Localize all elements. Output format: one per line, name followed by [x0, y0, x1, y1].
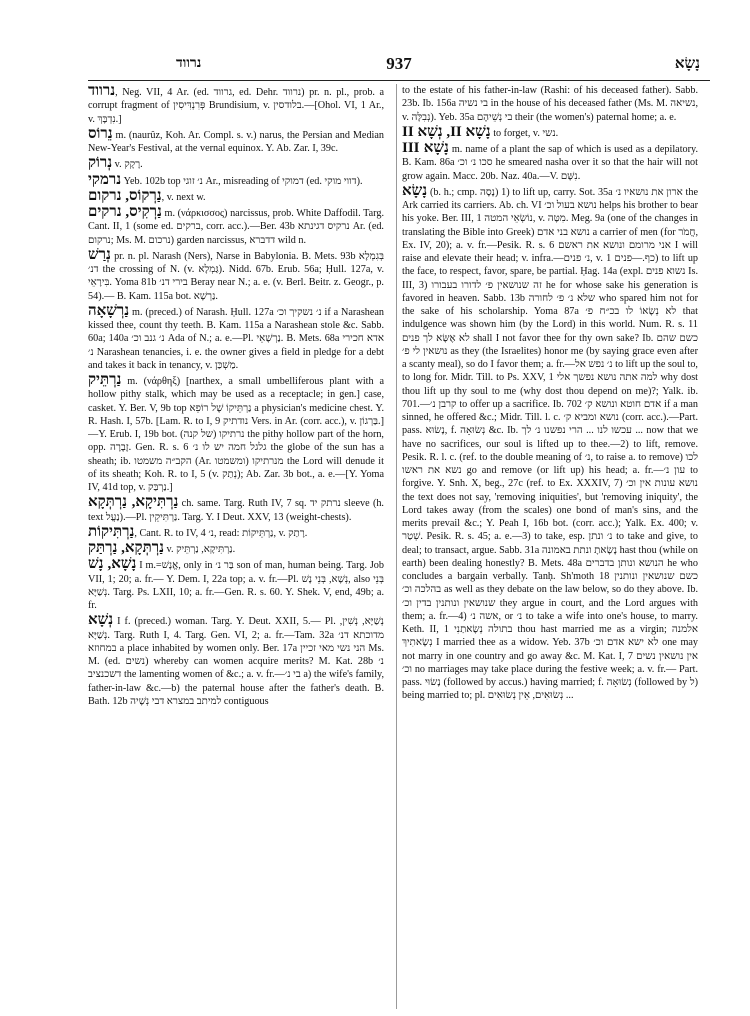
entry-headword: נַרְתִּיקָא, נַרְתְּקָא — [88, 494, 179, 511]
dictionary-entry — [88, 248, 384, 303]
left-column — [88, 84, 384, 1009]
entry-text: ch. same. Targ. Ruth IV, 7 sq. נרתק יד sleeve (h. text נַעֲל).—Pl. נַרְתִּיקֵין. Targ. Y. I Deut. XXV, 13 (weight-chests). — [88, 498, 384, 523]
entry-headword: נַרְקִיס, נרקים — [88, 204, 162, 220]
dictionary-entry — [88, 541, 384, 556]
entry-text: v. רָקָק. — [112, 159, 143, 171]
entry-text: m. name of a plant the sap of which is used as a depilatory. B. Kam. 86a סכו נ׳ וכ׳ he smeared nasha over it so that the hair will not grow again. Macc. 20b. Naz. 40a.—V. נִשָּׁם. — [402, 144, 698, 182]
entry-headword: נְרַשׁ — [88, 246, 111, 263]
running-head-left: נרווד — [176, 56, 202, 71]
entry-text: , Neg. VII, 4 Ar. (ed. גרווד, ed. Dehr. נרווד) pr. n. pl., prob. a corrupt fragment of פְּרִנְדִּיסִין Brundisium, v. בלודסין.—[Ohol. VI, 1 Ar., v. נִדְבָּךְ.] — [88, 87, 384, 125]
right-column — [402, 84, 698, 1009]
dictionary-entry — [88, 373, 384, 494]
entry-headword: נַרְשָׁאָה — [88, 302, 130, 319]
running-head — [88, 56, 710, 78]
entry-headword: נָשָׂא — [402, 182, 428, 199]
running-head-right: נָשָׂא — [674, 56, 700, 72]
entry-headword: נֵרוֹס — [88, 125, 113, 142]
dictionary-entry — [88, 557, 384, 612]
dictionary-entry — [88, 613, 384, 708]
entry-headword: נְשָׁא — [88, 612, 114, 629]
entry-text: I m.=אֱנָשׁ, only in בַּר נ׳ son of man, human being. Targ. Job VII, 1; 20; a. fr.— Y. Dem. I, 22a top; a. v. fr.—Pl. נְשָׁא, בְּנֵי נָשׁ, also בְּנֵי נְשַׁיָּא. Targ. Ps. LXII, 10; a. fr.—Gen. R. s. 60. Y. Shek. V, end, 49b; a. fr. — [88, 560, 384, 611]
dictionary-entry — [402, 141, 698, 183]
entry-headword: נרמקי — [88, 171, 122, 188]
dictionary-entry — [88, 173, 384, 188]
entry-text: to the estate of his father-in-law (Rashi: of his deceased father). Sabb. 23b. Ib. 156a בי נשיה in the house of his deceased father (Ms. M. נשיאה, v. נְבִלָּה). Yeb. 35a בי נְשֵׁיהֶם their (the women's) paternal home; a. e. — [402, 85, 698, 123]
entry-text: pr. n. pl. Narash (Ners), Narse in Babylonia. B. Mets. 93b בְּגִמְלָא דנ׳ the crossing of N. (v. גַּמְלָא). Nidd. 67b. Erub. 56a; Ḥull. 127a, v. בִּירָאֵי. Yoma 81b בירי דנ׳ Beray near N.; a. e. (v. Berl. Beitr. z. Geogr., p. 54).— B. Kam. 115a bot. נַרְשָׁא. — [88, 250, 384, 302]
entry-text: I f. (preced.) woman. Targ. Y. Deut. XXII, 5.— Pl. נְשַׁיָּא, נְשִׁין, נְשַׁיָּא. Targ. Ruth I, 4. Targ. Gen. VI, 2; a. fr.—Tam. 32a מדוכתא דנ׳ במחוזא a place inhabited by women only. Ber. 17a הני נשי מאי זכיין Ms. M. (ed. נשים) whereby can women acquire merits? M. Kat. 28b נ׳ דשכנציב the lamenting women of &c.; a. v. fr.—בי נ׳ a) the wife's family, father-in-law &c.—b) the paternal house after the father's death. B. Bath. 12b למיתב במצרא דבי נְשָׁיה contiguous — [88, 616, 384, 707]
entry-headword: נַרְקוֹס, נרקום — [88, 187, 162, 204]
page-number: 937 — [386, 54, 412, 73]
dictionary-entry — [88, 495, 384, 524]
dictionary-entry — [88, 304, 384, 372]
dictionary-entry — [88, 189, 384, 204]
entry-headword: נַרְתֵּיק — [88, 372, 122, 388]
dictionary-entry — [88, 205, 384, 247]
entry-headword: נָשָׁא II, נְשָׁא II — [402, 123, 491, 140]
dictionary-entry — [88, 127, 384, 156]
entry-text: (b. h.; cmp. נָסָה) 1) to lift up, carry. Sot. 35a ארון את נושאיו נ׳ the Ark carried its carriers. Ab. ch. VI נושא בעול וכ׳ helps his brother to bear his yoke. Ber. III, 1 נוֹשְׂאֵי המטה, v. מִטָּה. Meg. 9a (one of the changes in translating the Bible into Greek) נושא בני אדם a carrier of men (for חֲמֹר, Ex. IV, 20); a. v. fr.—Pesik. R. s. 6 אני מרומם ונושא את ראשם I will raise and elevate their head; v. infra.—נ׳ פנים, v. כף.—פנים 1) to lift up the face, to respect, favor, spare, be partial. Ḥag. 14a (expl. נשוא פנים Is. III, 3) זה שנושאין פ׳ לדורו בעבורו he for whose sake his generation is favored in heaven. Sabb. 13b שלא נ׳ פ׳ לחורה who spared him not for the sake of his scholarship. Yoma 87a לא נְשָׂאוֹ לו בכ״ח פ׳ that indulgence was shown him (by the Lord) in this world. Num. R. s. 11 לא אֶשָּׂא לך פנים shall I not favor thee for thy own sake? Ib. כשם שהם נושאין לי פ׳ as they (the Israelites) honor me (by saying grace even after a scanty meal), so do I favor them; a. fr.—נ׳ נפש אל to lift up the soul to, to long for. Midr. Till. to Ps. XXV, 1 למה אתה נושא נפשך אלי why dost thou lift up thy soul to me (why dost thou depend on me)?; Yalk. ib. 701.—קרבן נ׳ to offer up a sacrifice. Ib. 702 אדם חוטא ונושא ק׳ if a man sinned, he offered &c.; Midr. Till. l. c. נושא ומביא ק׳ (corr. acc.).—Part. pass. נָשׂוּא, f. נְשׂוּאָה &c. Ib. עכשו לנו ... הרי נפשנו נ׳ לך ... now that we have no sacrifices, our soul is lifted up to thee.—2) to lift, remove. Pesik. R. l. c. (ref. to the double meaning of נ׳, to raise a. to remove) לכו נשא את ראשו go and remove (or lift up) his head; a. fr.—עון נ׳ to forgive. Y. Snh. X, beg., 27c (ref. to Ex. XXXIV, 7) נושא עונות אין וכ׳ the text does not say, 'removing iniquities', but 'removing iniquity', the Lord takes away (from the scales) one bond of man's sins, and the merits prevail &c.; Y. Peah I, 16b bot. (corr. acc.); Yalk. Ex. 400; v. שְׁטַר. Pesik. R. s. 45; a. e.—3) to take, esp. נ׳ ונתן to take and give, to deal; to transact, argue. Sabb. 31a נָשָׂאתָ ונתת באמונה hast thou (while on earth) been dealing honestly? B. Mets. 48a הנושא ונותן בדברים he who concludes a bargain verbally. Tanḥ. Sh'moth 18 כשם שנושאין ונותנין בהלכה וכ׳ as well as they debate on the law below, so do they above. Ib. שנושאין ונותנין בדין וכ׳ they argue in court, and the Lord argues with them; a. fr.—4) אשה נ׳, or נ׳ to take a wife into one's house, to marry. Keth. II, 1 בתולה נְשָׂאתַנִי thou hast married me as a virgin; אלמנה נְשָׂאתִיךְ I married thee as a widow. Yeb. 37b לא ישא אדם וכ׳ one may not marry in one country and go away &c. M. Kat. I, 7 אין נושאין נשים וכ׳ no marriages may take place during the festive week; a. v. fr.— Part. pass. נָשׂוּי (followed by accus.) having married; f. נְשׂוּאָה (followed by ל) being married to; pl. נְשׂוּאִים, אֵין נְשׂוּאִים ... — [402, 186, 698, 702]
entry-text: m. (νάρθηξ) [narthex, a small umbelliferous plant with a hollow pithy stalk, which may be used as a receptacle; in gen.] case, casket. Y. Ber. V, 9b top נַרְתֵּיקוֹ שֶׁל רוֹפֵא a physician's medicine chest. Y. R. Hash. I, 57b. [Lam. R. to I, 9 נודתיק Vers. in Ar. (corr. acc.), v. בַּרְגוֹן.]—Y. Erub. I, 19b bot. נרתיקו (של קנה) the pithy hollow part of the horn, opp. זֶבֶרָה. Gen. R. s. 6 גלגל חמה יש לו נ׳ the globe of the sun has a sheath; ib. הקב״ה משמטו (Ar. ומשמטו) מנרתיקו the Lord will denude it of its sheath; Koh. R. to I, 5 (v. נְתַק); Ab. Zar. 3b bot., a. e.—[Y. Yoma IV, 41d top, v. נַרְבַּק.] — [88, 376, 384, 493]
dictionary-entry — [88, 84, 384, 126]
entry-headword: נְרוֹק — [88, 155, 113, 172]
dictionary-entry — [402, 84, 698, 124]
entry-headword: נרווד — [88, 84, 116, 99]
entry-text: v. נַרְתִּיקָא, נַרְתֵּיק. — [163, 544, 236, 555]
dictionary-entry — [402, 184, 698, 703]
entry-headword: נָשָׁא, נָשׁ — [88, 556, 137, 573]
column-divider — [396, 84, 397, 1009]
dictionary-entry — [88, 156, 384, 171]
entry-text: , v. next w. — [161, 191, 206, 203]
entry-headword: נַרְתְּקָא, נַרְתַּק — [88, 540, 164, 556]
dictionary-entry — [88, 525, 384, 540]
entry-headword: נָשָׁא III — [402, 140, 449, 156]
entry-headword: נַרְתִּיקוֹת — [88, 523, 135, 540]
entry-text: m. (naurûz, Koh. Ar. Compl. s. v.) narus, the Persian and Median New-Year's Festival, at the vernal equinox. Y. Ab. Zar. I, 39c. — [88, 129, 384, 154]
dictionary-entry — [402, 125, 698, 140]
entry-text: m. (preced.) of Narash. Ḥull. 127a נ׳ נשקיך וכ׳ if a Narashean kissed thee, count thy teeth. B. Kam. 115a a Narashean stole &c. Sabb. 60a; 140a נ׳ גנב וכ׳ Ada of N.; a. e.—Pl. נַרְשָׁאֵי. B. Mets. 68a אדא חכירי נ׳ Narashean tenancies, i. e. the owner gives a field in pledge for a debt and takes it back in tenancy, v. מַשְׁכַּן. — [88, 306, 384, 371]
entry-text: m. (νάρκισσος) narcissus, prob. White Daffodil. Targ. Cant. II, 1 (some ed. ברקים, corr. acc.).—Ber. 43b נרקיס דגינתא Ar. (ed. נרקום; Ms. M. נרכום) garden narcissus, דדברא wild n. — [88, 208, 384, 246]
header-rule — [88, 80, 710, 81]
entry-text: , Cant. R. to IV, 4 נ׳, read: נַרְתֵּיקוֹת, v. רָתַק. — [134, 527, 308, 539]
entry-text: Yeb. 102b top נ׳ זוגי Ar., misreading of דמוקי (ed. דווי מוקי). — [121, 175, 363, 187]
entry-text: to forget, v. נשי. — [490, 127, 559, 139]
